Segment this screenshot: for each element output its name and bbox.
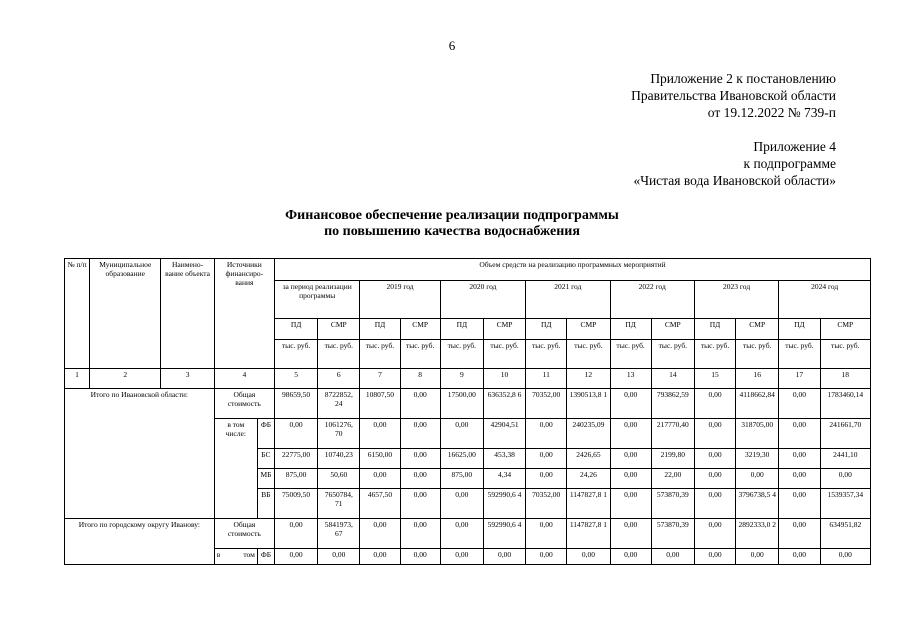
title-line: Финансовое обеспечение реализации подпрограммы (285, 208, 619, 223)
source-code: МБ (257, 469, 274, 489)
table-cell: 0,00 (274, 549, 317, 565)
table-cell: 0,00 (400, 449, 440, 469)
header-unit: тыс. руб. (736, 340, 779, 369)
table-cell: 0,00 (526, 519, 567, 549)
table-cell: 0,00 (526, 549, 567, 565)
table-cell: 1147827,8 1 (567, 489, 610, 519)
table-cell: 0,00 (526, 469, 567, 489)
table-cell: 2892333,0 2 (736, 519, 779, 549)
table-cell: 6150,00 (360, 449, 400, 469)
col-number: 14 (651, 369, 694, 389)
table-cell: 0,00 (440, 489, 483, 519)
header-unit: тыс. руб. (440, 340, 483, 369)
table-cell: 2199,80 (651, 449, 694, 469)
header-unit: тыс. руб. (400, 340, 440, 369)
header-smr: СМР (736, 319, 779, 340)
appendix-line: Приложение 4 (753, 139, 836, 154)
col-number: 8 (400, 369, 440, 389)
page-number: 6 (448, 38, 456, 53)
table-cell: 98659,50 (274, 389, 317, 419)
col-number: 9 (440, 369, 483, 389)
city-total-label: Итого по городскому округу Иванову: (65, 519, 215, 565)
header-year: 2021 год (526, 281, 610, 319)
col-number: 6 (318, 369, 360, 389)
in-part-label (214, 549, 257, 565)
table-cell: 0,00 (694, 469, 735, 489)
header-smr: СМР (651, 319, 694, 340)
table-cell: 793862,59 (651, 389, 694, 419)
col-number: 17 (779, 369, 820, 389)
table-cell: 0,00 (610, 549, 651, 565)
col-number: 5 (274, 369, 317, 389)
header-period: за период реализации программы (274, 281, 359, 319)
appendix-line: Правительства Ивановской области (631, 88, 836, 103)
table-cell: 0,00 (779, 489, 820, 519)
table-cell: 3796738,5 4 (736, 489, 779, 519)
table-cell: 0,00 (610, 389, 651, 419)
table-cell: 634951,82 (820, 519, 871, 549)
header-pd: ПД (360, 319, 400, 340)
table-cell: 0,00 (400, 419, 440, 449)
table-cell: 0,00 (779, 469, 820, 489)
table-cell: 0,00 (610, 489, 651, 519)
col-number: 3 (161, 369, 214, 389)
table-cell: 875,00 (274, 469, 317, 489)
header-municipality: Муниципальное образование (90, 259, 161, 369)
table-cell: 241661,70 (820, 419, 871, 449)
table-cell: 24,26 (567, 469, 610, 489)
table-cell: 0,00 (779, 519, 820, 549)
col-number: 13 (610, 369, 651, 389)
table-cell: 42904,51 (483, 419, 525, 449)
table-cell: 50,60 (318, 469, 360, 489)
table-cell: 453,38 (483, 449, 525, 469)
table-cell: 70352,00 (526, 489, 567, 519)
table-cell: 240235,09 (567, 419, 610, 449)
table-cell: 0,00 (694, 419, 735, 449)
table-cell: 0,00 (694, 549, 735, 565)
col-number: 18 (820, 369, 871, 389)
header-source: Источники финансиро-вания (214, 259, 274, 369)
table-cell: 636352,8 6 (483, 389, 525, 419)
header-object: Наимено-вание объекта (161, 259, 214, 369)
table-cell: 0,00 (820, 549, 871, 565)
table-cell: 0,00 (610, 519, 651, 549)
table-cell: 17500,00 (440, 389, 483, 419)
source-code: ВБ (257, 489, 274, 519)
table-cell: 1783460,14 (820, 389, 871, 419)
table-cell: 8722852, 24 (318, 389, 360, 419)
header-unit: тыс. руб. (526, 340, 567, 369)
table-cell: 0,00 (610, 449, 651, 469)
table-cell: 22,00 (651, 469, 694, 489)
header-pd: ПД (274, 319, 317, 340)
table-cell: 0,00 (736, 549, 779, 565)
table-cell: 2426,65 (567, 449, 610, 469)
header-pd: ПД (440, 319, 483, 340)
col-number: 11 (526, 369, 567, 389)
table-cell: 0,00 (400, 389, 440, 419)
header-year: 2020 год (440, 281, 525, 319)
document-title (0, 208, 904, 240)
header-unit: тыс. руб. (274, 340, 317, 369)
table-cell: 2441,10 (820, 449, 871, 469)
col-number: 2 (90, 369, 161, 389)
appendix-line: «Чистая вода Ивановской области» (633, 173, 836, 188)
table-cell: 10740,23 (318, 449, 360, 469)
title-line: по повышению качества водоснабжения (324, 224, 580, 239)
header-num: № п/п (65, 259, 90, 369)
header-unit: тыс. руб. (567, 340, 610, 369)
table-cell: 573870,39 (651, 489, 694, 519)
header-volume: Объем средств на реализацию программных мероприятий (274, 259, 870, 281)
in-part-word: том (243, 550, 255, 559)
table-cell: 22775,00 (274, 449, 317, 469)
table-cell: 0,00 (526, 419, 567, 449)
table-cell: 70352,00 (526, 389, 567, 419)
appendix-line: Приложение 2 к постановлению (650, 71, 836, 86)
table-cell: 0,00 (651, 549, 694, 565)
table-cell: 0,00 (779, 449, 820, 469)
header-unit: тыс. руб. (651, 340, 694, 369)
in-part-label: в том числе: (214, 419, 257, 519)
col-number: 4 (214, 369, 274, 389)
header-year: 2023 год (694, 281, 778, 319)
table-cell: 75009,50 (274, 489, 317, 519)
table-cell: 0,00 (400, 519, 440, 549)
col-number: 12 (567, 369, 610, 389)
header-smr: СМР (400, 319, 440, 340)
header-year: 2022 год (610, 281, 694, 319)
table-cell: 0,00 (400, 469, 440, 489)
table-cell: 0,00 (526, 449, 567, 469)
total-cost-label: Общая стоимость (214, 389, 274, 419)
table-cell: 0,00 (360, 419, 400, 449)
table-cell: 7650784, 71 (318, 489, 360, 519)
appendix-line: от 19.12.2022 № 739-п (707, 105, 836, 120)
header-pd: ПД (779, 319, 820, 340)
table-cell: 0,00 (400, 549, 440, 565)
table-cell: 10807,50 (360, 389, 400, 419)
table-cell: 0,00 (440, 549, 483, 565)
table-cell: 0,00 (694, 519, 735, 549)
header-pd: ПД (526, 319, 567, 340)
header-smr: СМР (820, 319, 871, 340)
col-number: 7 (360, 369, 400, 389)
table-cell: 592990,6 4 (483, 489, 525, 519)
col-number: 1 (65, 369, 90, 389)
table-cell: 0,00 (694, 489, 735, 519)
table-cell: 0,00 (274, 519, 317, 549)
header-unit: тыс. руб. (610, 340, 651, 369)
header-unit: тыс. руб. (820, 340, 871, 369)
header-unit: тыс. руб. (483, 340, 525, 369)
table-cell: 0,00 (440, 519, 483, 549)
table-cell: 4657,50 (360, 489, 400, 519)
table-cell: 0,00 (694, 389, 735, 419)
total-cost-label: Общая стоимость (214, 519, 274, 549)
table-cell: 0,00 (610, 469, 651, 489)
table-cell: 217770,40 (651, 419, 694, 449)
appendix-reference-subprogram (633, 138, 836, 189)
table-cell: 0,00 (736, 469, 779, 489)
source-code: ФБ (257, 549, 274, 565)
header-unit: тыс. руб. (360, 340, 400, 369)
table-cell: 0,00 (820, 469, 871, 489)
header-smr: СМР (483, 319, 525, 340)
table-cell: 0,00 (779, 419, 820, 449)
in-part-word: в (216, 550, 221, 559)
table-cell: 4118662,84 (736, 389, 779, 419)
table-cell: 0,00 (360, 519, 400, 549)
table-cell: 1539357,34 (820, 489, 871, 519)
col-number: 10 (483, 369, 525, 389)
table-cell: 0,00 (779, 389, 820, 419)
source-code: ФБ (257, 419, 274, 449)
col-number: 16 (736, 369, 779, 389)
table-cell: 4,34 (483, 469, 525, 489)
table-cell: 0,00 (483, 549, 525, 565)
table-cell: 1061276, 70 (318, 419, 360, 449)
region-total-label: Итого по Ивановской области: (65, 389, 215, 519)
header-pd: ПД (610, 319, 651, 340)
table-cell: 573870,39 (651, 519, 694, 549)
header-year: 2019 год (360, 281, 440, 319)
table-cell: 0,00 (274, 419, 317, 449)
header-year: 2024 год (779, 281, 871, 319)
table-cell: 0,00 (610, 419, 651, 449)
table-cell: 16625,00 (440, 449, 483, 469)
table-cell: 3219,30 (736, 449, 779, 469)
table-cell: 0,00 (360, 469, 400, 489)
table-cell: 0,00 (400, 489, 440, 519)
table-cell: 875,00 (440, 469, 483, 489)
header-smr: СМР (318, 319, 360, 340)
source-code: БС (257, 449, 274, 469)
table-cell: 0,00 (694, 449, 735, 469)
table-cell: 318705,00 (736, 419, 779, 449)
header-unit: тыс. руб. (318, 340, 360, 369)
financing-table (64, 258, 871, 565)
appendix-reference-resolution (631, 70, 836, 121)
header-smr: СМР (567, 319, 610, 340)
header-unit: тыс. руб. (694, 340, 735, 369)
table-cell: 0,00 (567, 549, 610, 565)
table-cell: 1147827,8 1 (567, 519, 610, 549)
table-cell: 592990,6 4 (483, 519, 525, 549)
table-cell: 0,00 (360, 549, 400, 565)
table-cell: 0,00 (318, 549, 360, 565)
header-pd: ПД (694, 319, 735, 340)
appendix-line: к подпрограмме (743, 156, 836, 171)
col-number: 15 (694, 369, 735, 389)
table-cell: 5841973, 67 (318, 519, 360, 549)
table-cell: 0,00 (779, 549, 820, 565)
header-unit: тыс. руб. (779, 340, 820, 369)
table-cell: 1390513,8 1 (567, 389, 610, 419)
table-cell: 0,00 (440, 419, 483, 449)
